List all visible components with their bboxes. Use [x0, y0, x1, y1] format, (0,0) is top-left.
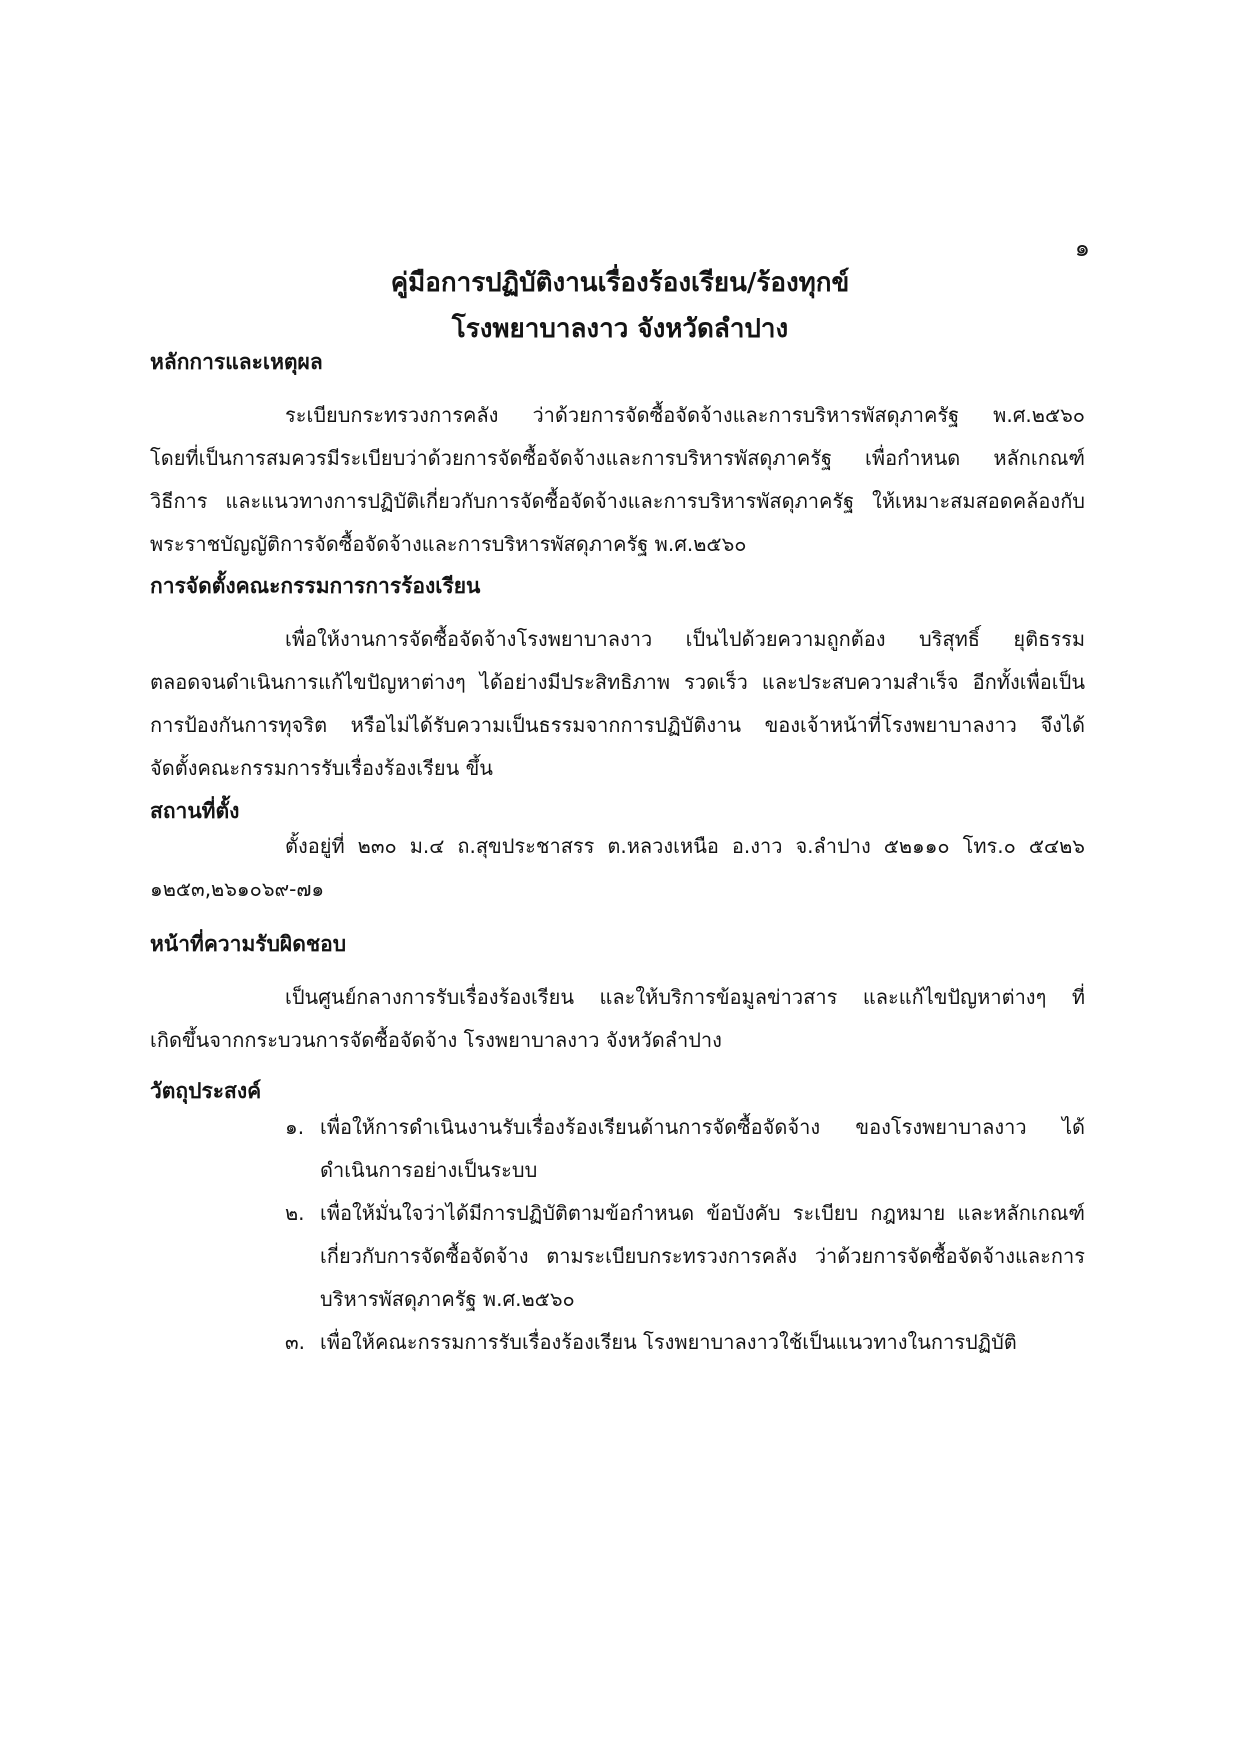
section-heading-objectives: วัตถุประสงค์ [150, 1079, 262, 1103]
document-subtitle: โรงพยาบาลงาว จังหวัดลำปาง [451, 314, 789, 344]
section-heading-responsibilities: หน้าที่ความรับผิดชอบ [150, 932, 347, 956]
list-item [285, 1106, 1085, 1192]
paragraph-line: พระราชบัญญัติการจัดซื้อจัดจ้างและการบริหารพัสดุภาครัฐ พ.ศ.๒๕๖๐ [150, 532, 747, 556]
list-item-line: เพื่อให้มั่นใจว่าได้มีการปฏิบัติตามข้อกำหนด ข้อบังคับ ระเบียบ กฎหมาย และหลักเกณฑ์ [320, 1201, 1085, 1225]
page-number: ๑ [1074, 234, 1090, 262]
list-item [285, 1321, 1085, 1364]
paragraph-line: เพื่อให้งานการจัดซื้อจัดจ้างโรงพยาบาลงาว เป็นไปด้วยความถูกต้อง บริสุทธิ์ ยุติธรรม [285, 627, 1085, 651]
list-item-number: ๒. [285, 1201, 305, 1225]
list-item-number: ๑. [285, 1115, 305, 1139]
list-item-line: ดำเนินการอย่างเป็นระบบ [320, 1158, 538, 1182]
paragraph-line: โดยที่เป็นการสมควรมีระเบียบว่าด้วยการจัดซื้อจัดจ้างและการบริหารพัสดุภาครัฐ เพื่อกำหนด หลักเกณฑ์ [150, 446, 1085, 470]
paragraph-line: การป้องกันการทุจริต หรือไม่ได้รับความเป็นธรรมจากการปฏิบัติงาน ของเจ้าหน้าที่โรงพยาบาลงาว จึงได้ [150, 713, 1085, 737]
list-item-line: เพื่อให้คณะกรรมการรับเรื่องร้องเรียน โรงพยาบาลงาวใช้เป็นแนวทางในการปฏิบัติ [320, 1330, 1017, 1354]
paragraph-line: ตลอดจนดำเนินการแก้ไขปัญหาต่างๆ ได้อย่างมีประสิทธิภาพ รวดเร็ว และประสบความสำเร็จ อีกทั้งเพื่อเป็น [150, 670, 1085, 694]
section-body-location [150, 825, 1085, 911]
section-body-principles [150, 394, 1085, 566]
list-item-number: ๓. [285, 1330, 306, 1354]
document-title: คู่มือการปฏิบัติงานเรื่องร้องเรียน/ร้องทุกข์ [390, 268, 850, 298]
section-heading-location: สถานที่ตั้ง [150, 799, 240, 823]
list-item-line: เกี่ยวกับการจัดซื้อจัดจ้าง ตามระเบียบกระทรวงการคลัง ว่าด้วยการจัดซื้อจัดจ้างและการ [320, 1244, 1085, 1268]
phone-line: ๑๒๕๓,๒๖๑๐๖๙-๗๑ [150, 877, 325, 901]
paragraph-line: ระเบียบกระทรวงการคลัง ว่าด้วยการจัดซื้อจัดจ้างและการบริหารพัสดุภาครัฐ พ.ศ.๒๕๖๐ [285, 403, 1085, 427]
paragraph-line: เกิดขึ้นจากกระบวนการจัดซื้อจัดจ้าง โรงพยาบาลงาว จังหวัดลำปาง [150, 1028, 722, 1052]
section-heading-principles: หลักการและเหตุผล [150, 350, 323, 374]
section-body-responsibilities [150, 976, 1085, 1062]
section-heading-committee: การจัดตั้งคณะกรรมการการร้องเรียน [150, 574, 481, 598]
objectives-list [285, 1106, 1085, 1364]
section-body-committee [150, 618, 1085, 790]
paragraph-line: วิธีการ และแนวทางการปฏิบัติเกี่ยวกับการจัดซื้อจัดจ้างและการบริหารพัสดุภาครัฐ ให้เหมาะสมสอดคล้องกับ [150, 489, 1085, 513]
list-item-line: เพื่อให้การดำเนินงานรับเรื่องร้องเรียนด้านการจัดซื้อจัดจ้าง ของโรงพยาบาลงาว ได้ [320, 1115, 1085, 1139]
address-line: ตั้งอยู่ที่ ๒๓๐ ม.๔ ถ.สุขประชาสรร ต.หลวงเหนือ อ.งาว จ.ลำปาง ๕๒๑๑๐ โทร.๐ ๕๔๒๖ [285, 834, 1085, 858]
list-item-line: บริหารพัสดุภาครัฐ พ.ศ.๒๕๖๐ [320, 1287, 575, 1311]
paragraph-line: จัดตั้งคณะกรรมการรับเรื่องร้องเรียน ขึ้น [150, 756, 493, 780]
paragraph-line: เป็นศูนย์กลางการรับเรื่องร้องเรียน และให้บริการข้อมูลข่าวสาร และแก้ไขปัญหาต่างๆ ที่ [285, 985, 1085, 1009]
list-item [285, 1192, 1085, 1321]
